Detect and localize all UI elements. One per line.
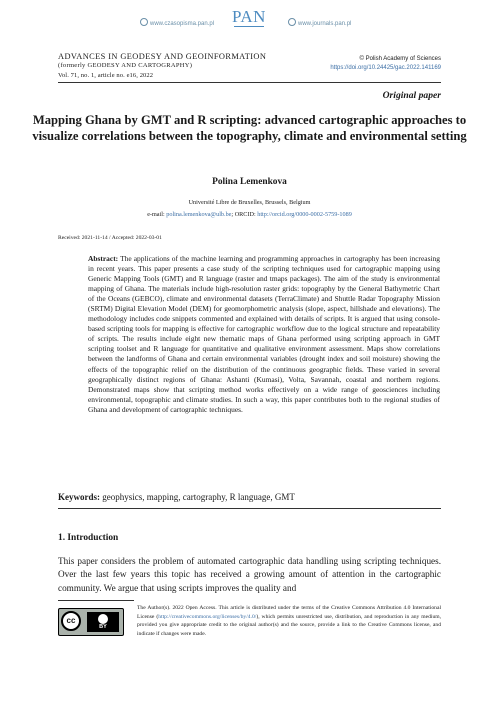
globe-icon [140, 18, 148, 26]
keywords [58, 492, 295, 502]
by-badge [87, 612, 119, 632]
abstract-text: The applications of the machine learning and programming approaches in cartography has been increasing in recent years. This paper presents a case study of the scripting techniques used for cartographic mapping using Generic Mapping Tools (GMT) and R language (raster and tmaps packages). The aim of the study is environmental mapping of Ghana. The materials include high-resolution raster grids: topography by the General Bathymetric Chart of the Oceans (GEBCO), climate and environmental datasets (TerraClimate) and Shuttle Radar Topography Mission (SRTM) Digital Elevation Model (DEM) for geomorphometric analysis (slope, aspect, hillshade and elevations). The methodology includes code snippets commented and explained with details of scripts. It is argued that using console-based scripting tools for mapping is effective for cartographic workflow due to the logical structure and repeatability of scripts. The results include eight new thematic maps of Ghana performed using scripting approach in GMT scripting toolset and R language for quantitative and qualitative environment assessment. Maps show correlations between the landforms of Ghana and certain environmental variables (drought index and soil moisture) showing the effects of the topographic relief on the distribution of the continuous geographic fields. These varied in several geographically distinct regions of Ghana: Ashanti (Kumasi), Volta, Savannah, coastal and northern regions. Demonstrated maps show that scripting method works effectively on a wide range of geosciences including environmental, topographic and climate studies. In such a way, this paper contributes both to the regional studies of Ghana and development of cartographic techniques. [88, 254, 440, 414]
site-header [0, 7, 499, 36]
copyright-notice: © Polish Academy of Sciences [359, 56, 441, 62]
author-name: Polina Lemenkova [212, 177, 287, 187]
globe-icon [288, 18, 296, 26]
logo-underline [234, 26, 264, 27]
contact-line: e-mail: polina.lemenkova@ulb.be; ORCID: http://orcid.org/0000-0002-5759-1089 [147, 211, 352, 218]
received-dates: Received: 2021-11-14 / Accepted: 2022-03-01 [58, 235, 162, 241]
article-type: Original paper [382, 90, 441, 101]
footnote-divider [58, 600, 134, 601]
affiliation: Université Libre de Bruxelles, Brussels, Belgium [188, 199, 311, 206]
doi-link[interactable]: https://doi.org/10.24425/gac.2022.141169 [330, 65, 441, 71]
journals-site-link[interactable]: www.journals.pan.pl [288, 18, 351, 27]
introduction-text: This paper considers the problem of automated cartographic data handling using scripting techniques. Over the last few years this topic has received a growing amount of attention in the cartographic community. We argue that using scripts improves the quality and [58, 556, 441, 593]
rights-block [330, 56, 441, 71]
abstract-label: Abstract: [88, 254, 119, 263]
license-text: The Author(s). 2022 Open Access. This article is distributed under the terms of the Creative Commons Attribution 4.0 International License (http://creativecommons.org/licenses/by/4.0/), which permits unrestricted use, distribution, and reproduction in any medium, provided you give appropriate credit to the original author(s) and the source, provide a link to the Creative Commons license, and indicate if changes were made. [137, 605, 442, 637]
license-link[interactable]: http://creativecommons.org/licenses/by/4.0/ [158, 613, 257, 620]
keywords-text: geophysics, mapping, cartography, R language, GMT [102, 492, 295, 502]
section-heading: 1. Introduction [58, 533, 119, 543]
journal-name: ADVANCES IN GEODESY AND GEOINFORMATION [58, 52, 267, 61]
orcid-link[interactable]: http://orcid.org/0000-0002-5759-1089 [257, 211, 352, 218]
section-divider [58, 508, 441, 509]
by-label: BY [99, 624, 107, 630]
abstract [88, 254, 440, 415]
pan-logo-text: PAN [232, 7, 266, 26]
header-divider [58, 82, 441, 83]
pan-logo [231, 7, 267, 27]
cc-by-license-badge[interactable] [58, 608, 124, 636]
cc-icon: cc [61, 611, 81, 631]
journal-site-link[interactable]: www.czasopisma.pan.pl [140, 18, 214, 27]
journal-volume: Vol. 71, no. 1, article no. e16, 2022 [58, 72, 154, 79]
keywords-label: Keywords: [58, 492, 100, 502]
person-icon [98, 614, 108, 624]
journal-info [58, 52, 266, 79]
journal-formerly: (formerly GEODESY AND CARTOGRAPHY) [58, 62, 193, 69]
email-link[interactable]: polina.lemenkova@ulb.be [166, 211, 232, 218]
paper-title: Mapping Ghana by GMT and R scripting: advanced cartographic approaches to visualize correlations between the topography, climate and environmental setting [32, 113, 467, 143]
